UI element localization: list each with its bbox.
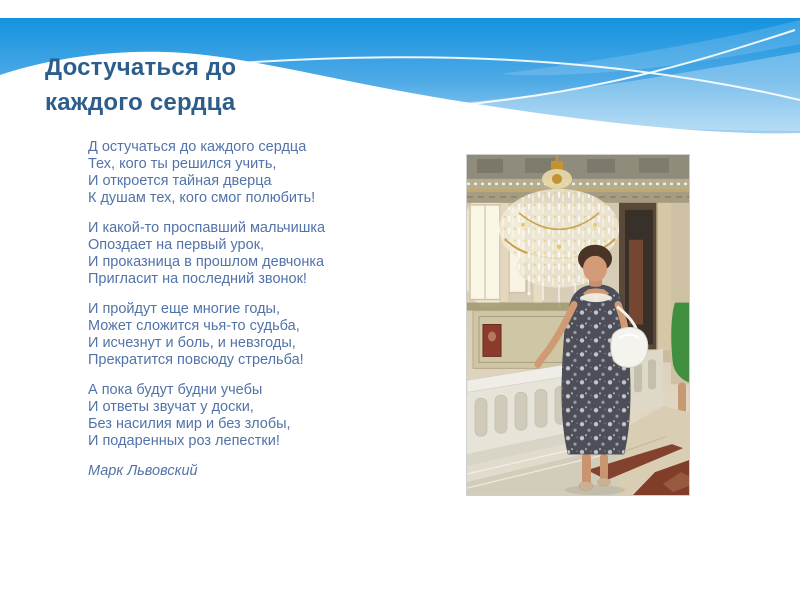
slide-title	[45, 50, 236, 120]
poem-line: Без насилия мир и без злобы,	[88, 416, 291, 432]
poem-line: Может сложится чья-то судьба,	[88, 318, 300, 334]
poem-line: И ответы звучат у доски,	[88, 399, 254, 415]
title-line-2: каждого сердца	[45, 89, 236, 116]
poem-stanza-3	[88, 301, 438, 369]
face	[583, 256, 607, 282]
poem-line: Прекратится повсюду стрельба!	[88, 352, 304, 368]
poem-line: И подаренных роз лепестки!	[88, 433, 280, 449]
poem-line: И откроется тайная дверца	[88, 173, 272, 189]
title-line-1: Достучаться до	[45, 54, 237, 81]
poem-stanza-4	[88, 382, 438, 450]
poem-line: Д остучаться до каждого сердца	[88, 139, 307, 155]
poem-line: И проказница в прошлом девчонка	[88, 254, 325, 270]
poem-line: Опоздает на первый урок,	[88, 237, 265, 253]
poem-attribution: Марк Львовский	[88, 463, 198, 479]
poem-stanza-2	[88, 220, 438, 288]
photo-illustration	[467, 155, 689, 495]
poem-line: И исчезнут и боль, и невзгоды,	[88, 335, 296, 351]
white-handbag	[611, 327, 648, 367]
poem-stanza-1	[88, 139, 438, 207]
poem-line: И какой-то проспавший мальчишка	[88, 220, 326, 236]
poem-line: А пока будут будни учебы	[88, 382, 263, 398]
photo-woman-in-palace	[466, 154, 690, 496]
poem-line: Пригласит на последний звонок!	[88, 271, 307, 287]
poem-line: И пройдут еще многие годы,	[88, 301, 280, 317]
poem-line: К душам тех, кого смог полюбить!	[88, 190, 316, 206]
poem-text-block	[88, 139, 438, 480]
poem-line: Тех, кого ты решился учить,	[88, 156, 277, 172]
